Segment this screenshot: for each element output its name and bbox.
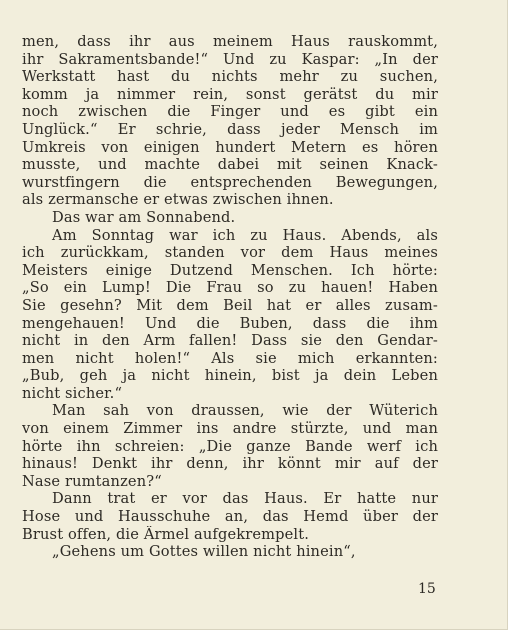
text-line: „Bub, geh ja nicht hinein, bist ja dein Leben — [22, 367, 438, 385]
text-line: musste, und machte dabei mit seinen Knack- — [22, 156, 438, 174]
text-line: von einem Zimmer ins andre stürzte, und man — [22, 420, 438, 438]
text-line: Das war am Sonnabend. — [52, 208, 236, 226]
text-line: ihr Sakramentsbande!“ Und zu Kaspar: „In der — [22, 50, 438, 68]
text-line: „Gehens um Gottes willen nicht hinein“, — [52, 543, 356, 561]
text-line: men, dass ihr aus meinem Haus rauskommt, — [22, 33, 438, 50]
text-line: komm ja nimmer rein, sonst gerätst du mir — [22, 85, 438, 103]
text-line: nicht sicher.“ — [22, 384, 123, 402]
text-line: Hose und Hausschuhe an, das Hemd über der — [22, 508, 438, 526]
text-line: Sie gesehn? Mit dem Beil hat er alles zusam- — [22, 296, 438, 314]
text-line: men nicht holen!“ Als sie mich erkannten: — [22, 349, 438, 367]
text-line: Brust offen, die Ärmel aufgekrempelt. — [22, 525, 310, 543]
text-line: Werkstatt hast du nichts mehr zu suchen, — [22, 68, 438, 86]
text-line: Meisters einige Dutzend Menschen. Ich hörte: — [22, 261, 438, 279]
text-line: „So ein Lump! Die Frau so zu hauen! Haben — [22, 279, 438, 297]
body-text — [22, 33, 438, 561]
text-line: Umkreis von einigen hundert Metern es hören — [22, 138, 438, 156]
page-number: 15 — [418, 581, 436, 597]
text-line: Nase rumtanzen?“ — [22, 472, 162, 490]
text-line: nicht in den Arm fallen! Dass sie den Gendar- — [22, 332, 438, 350]
text-line: Unglück.“ Er schrie, dass jeder Mensch im — [22, 120, 438, 138]
text-line: mengehauen! Und die Buben, dass die ihm — [22, 314, 438, 332]
text-line: Dann trat er vor das Haus. Er hatte nur — [52, 490, 438, 508]
text-line: Am Sonntag war ich zu Haus. Abends, als — [52, 226, 438, 244]
text-line: wurstfingern die entsprechenden Bewegungen, — [22, 173, 438, 191]
text-line: als zermansche er etwas zwischen ihnen. — [22, 191, 334, 209]
text-line: hinaus! Denkt ihr denn, ihr könnt mir auf der — [22, 455, 438, 473]
text-line: noch zwischen die Finger und es gibt ein — [22, 103, 438, 121]
text-line: Man sah von draussen, wie der Wüterich — [52, 402, 438, 420]
text-line: hörte ihn schreien: „Die ganze Bande werf ich — [22, 437, 438, 455]
text-line: ich zurückkam, standen vor dem Haus meines — [22, 244, 438, 262]
